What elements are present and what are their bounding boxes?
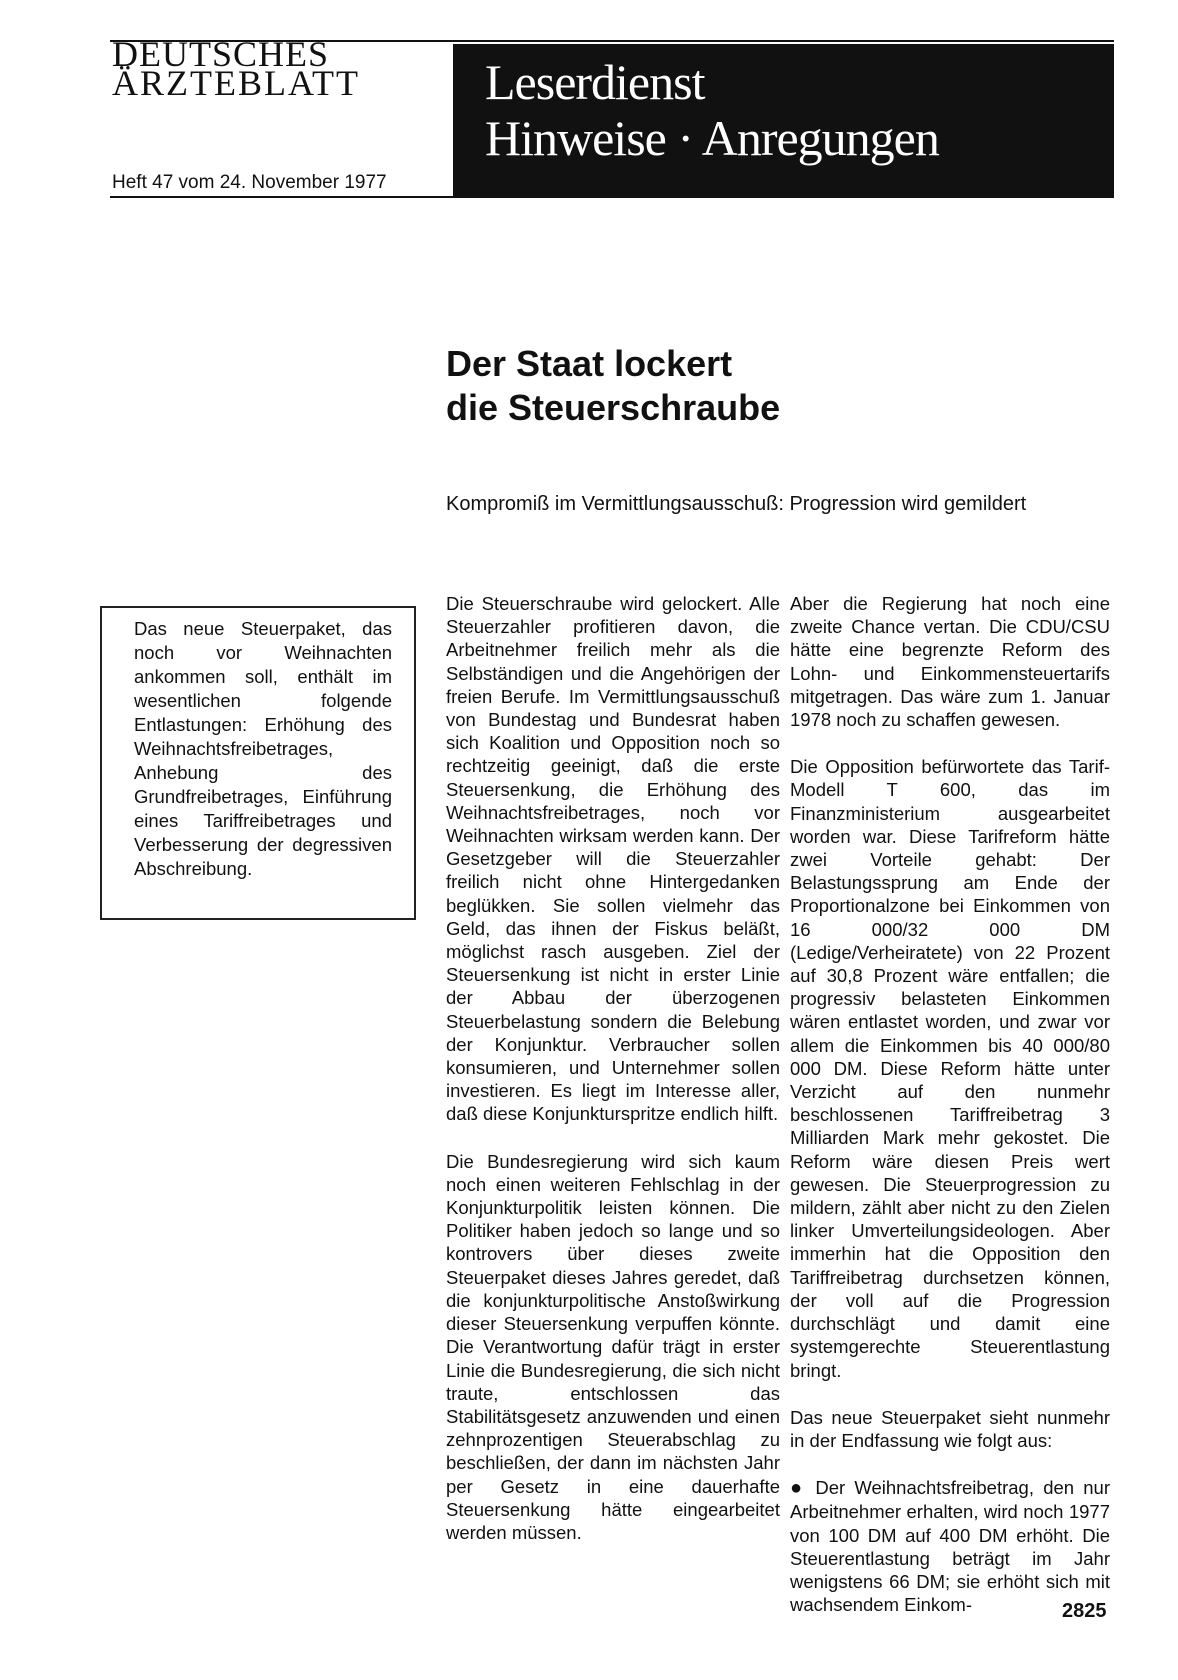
bottom-rule (110, 196, 1114, 198)
paragraph: Die Bundesregierung wird sich kaum noch einen weiteren Fehlschlag in der Konjunkturpolitik leisten können. Die Politiker haben jedoch so lange und so kontrovers über dieses zweite Steuerpaket dieses Jahres geredet, daß die konjunkturpolitische Anstoßwirkung dieser Steuersenkung verpuffen könnte. Die Verantwortung dafür trägt in erster Linie die Bundesregierung, die sich nicht traute, entschlossen das Stabilitätsgesetz anzuwenden und einen zehnprozentigen Steuerabschlag zu beschließen, der dann im nächsten Jahr per Gesetz in eine dauerhafte Steuersenkung hätte eingearbeitet werden müssen. (446, 1150, 780, 1543)
article-column-2 (790, 592, 1110, 1616)
issue-info: Heft 47 vom 24. November 1977 (112, 172, 387, 193)
paragraph: Das neue Steuerpaket sieht nunmehr in der Endfassung wie folgt aus: (790, 1406, 1110, 1451)
paragraph: Die Steuerschraube wird gelockert. Alle Steuerzahler profitieren davon, die Arbeitnehmer freilich mehr als die Selbständigen und die Angehörigen der freien Berufe. Im Vermittlungsausschuß von Bundestag und Bundesrat haben sich Koalition und Opposition noch so rechtzeitig geeinigt, daß die erste Steuersenkung, die Erhöhung des Weihnachtsfreibetrages, noch vor Weihnachten wirksam werden kann. Der Gesetzgeber will die Steuerzahler freilich nicht ohne Hintergedanken beglükken. Sie sollen vielmehr das Geld, das ihnen der Fiskus beläßt, möglichst rasch ausgeben. Ziel der Steuersenkung ist nicht in erster Linie der Abbau der überzogenen Steuerbelastung sondern die Belebung der Konjunktur. Verbraucher sollen konsumieren, und Unternehmer sollen investieren. Es liegt im Interesse aller, daß diese Konjunkturspritze endlich hilft. (446, 593, 780, 1125)
summary-text: Das neue Steuerpaket, das noch vor Weihnachten ankommen soll, enthält im wesentlichen folgende Entlastungen: Erhöhung des Weihnachtsfreibetrages, Anhebung des Grundfreibetrages, Einführung eines Tariffreibetrages und Verbesserung der degressiven Abschreibung. (134, 618, 392, 879)
article-headline (446, 342, 780, 430)
section-banner (453, 44, 1114, 196)
masthead-line2: ÄRZTEBLATT (112, 63, 360, 103)
section-subtitle: Hinweise · Anregungen (485, 110, 939, 166)
section-title: Leserdienst (485, 54, 705, 110)
article-column-1 (446, 592, 780, 1544)
paragraph: Die Opposition befürwortete das Tarif-Modell T 600, das im Finanzministerium ausgearbeitet worden war. Diese Tarifreform hätte zwei Vorteile gehabt: Der Belastungssprung am Ende der Proportionalzone bei Einkommen von 16 000/32 000 DM (Ledige/Verheiratete) von 22 Prozent auf 30,8 Prozent wäre entfallen; die progressiv belasteten Einkommen wären entlastet worden, und zwar vor allem die Einkommen bis 40 000/80 000 DM. Diese Reform hätte unter Verzicht auf den nunmehr beschlossenen Tariffreibetrag 3 Milliarden Mark mehr gekostet. Die Reform wäre diesen Preis wert gewesen. Die Steuerprogression zu mildern, zählt aber nicht zu den Zielen linker Umverteilungsideologen. Aber immerhin hat die Opposition den Tariffreibetrag durchsetzen können, der voll auf die Progression durchschlägt und damit eine systemgerechte Steuerentlastung bringt. (790, 756, 1110, 1381)
bullet-icon: ● (790, 1477, 807, 1500)
paragraph: Aber die Regierung hat noch eine zweite Chance vertan. Die CDU/CSU hätte eine begrenzte Reform des Lohn- und Einkommensteuertarifs mitgetragen. Das wäre zum 1. Januar 1978 noch zu schaffen gewesen. (790, 593, 1110, 731)
summary-box (100, 606, 416, 920)
page-number: 2825 (1062, 1600, 1107, 1622)
headline-line2: die Steuerschraube (446, 387, 781, 428)
article-subtitle: Kompromiß im Vermittlungsausschuß: Progression wird gemildert (446, 493, 1027, 515)
masthead-line1: DEUTSCHES (112, 34, 330, 74)
bullet-text: Der Weihnachtsfreibetrag, den nur Arbeitnehmer erhalten, wird noch 1977 von 100 DM auf 400 DM erhöht. Die Steuerentlastung beträgt im Jahr wenigstens 66 DM; sie erhöht sich mit wachsendem Einkom- (790, 1477, 1110, 1616)
bullet-paragraph (790, 1476, 1110, 1616)
headline-line1: Der Staat lockert (446, 343, 733, 384)
masthead (112, 34, 432, 103)
